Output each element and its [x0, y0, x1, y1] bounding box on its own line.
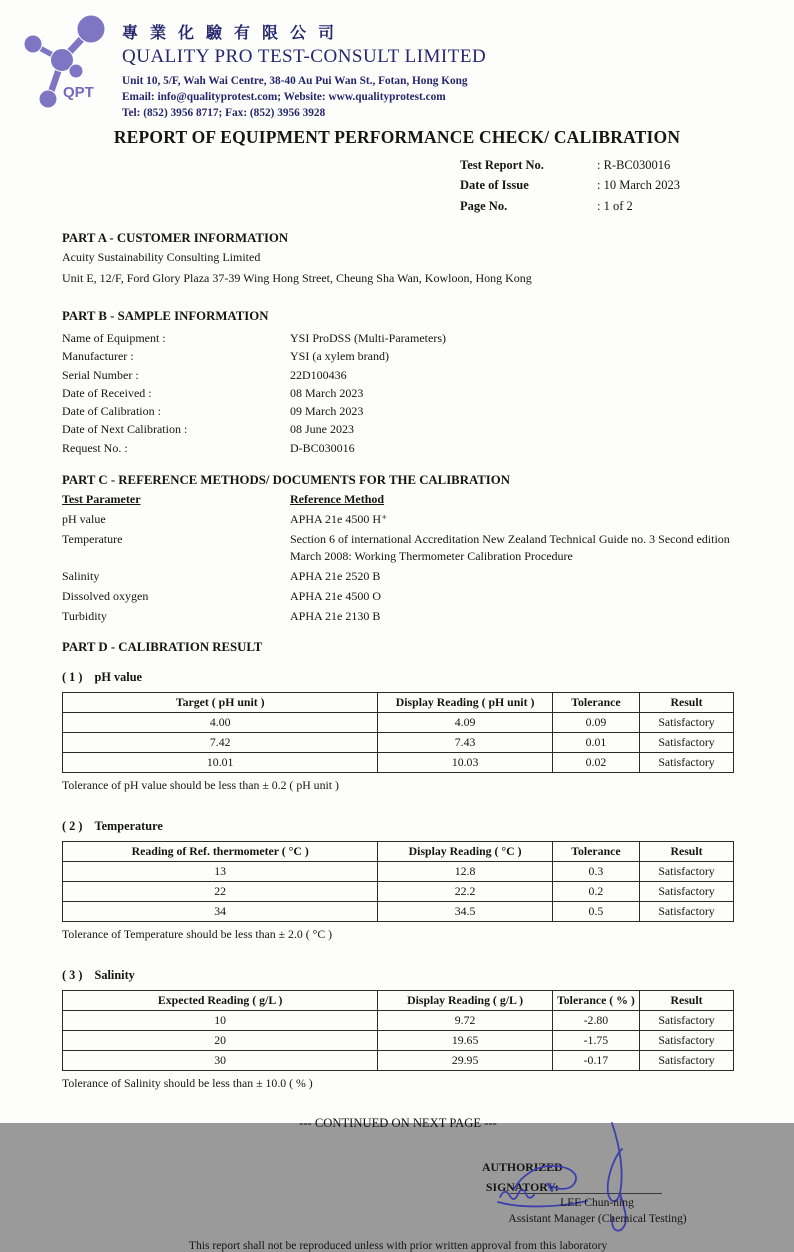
reference-row-turbidity — [62, 608, 734, 625]
table-header-row — [63, 991, 734, 1011]
reference-row-ph — [62, 511, 734, 528]
reference-header-row — [62, 491, 734, 508]
table-row — [63, 713, 734, 733]
field-label: Request No. : — [62, 440, 128, 455]
cell-target: 10.01 — [63, 753, 378, 773]
col-header-test-parameter: Test Parameter — [62, 491, 141, 506]
table-row — [63, 1011, 734, 1031]
reference-row-temperature — [62, 531, 734, 565]
col-header: Result — [640, 991, 734, 1011]
authorized-text: AUTHORIZED — [482, 1160, 563, 1175]
field-request-no — [62, 439, 734, 457]
field-label: Serial Number : — [62, 367, 139, 382]
table-row — [63, 882, 734, 902]
table-header-row — [63, 693, 734, 713]
cell-expected-reading: 10 — [63, 1011, 378, 1031]
cell-result: Satisfactory — [640, 1031, 734, 1051]
col-header-reference-method: Reference Method — [290, 491, 385, 506]
table-row — [63, 902, 734, 922]
cell-result: Satisfactory — [640, 862, 734, 882]
section-label-temperature — [62, 819, 734, 834]
field-date-next-calibration — [62, 420, 734, 438]
col-header: Tolerance ( % ) — [552, 991, 639, 1011]
cell-ref-reading: 34 — [63, 902, 378, 922]
field-label: Date of Next Calibration : — [62, 422, 188, 437]
col-header: Display Reading ( pH unit ) — [378, 693, 552, 713]
test-parameter: Temperature — [62, 531, 123, 546]
field-value: YSI ProDSS (Multi-Parameters) — [290, 331, 446, 346]
report-title: REPORT OF EQUIPMENT PERFORMANCE CHECK/ CALIBRATION — [113, 127, 681, 148]
section-number: ( 2 ) — [62, 819, 83, 834]
molecule-logo-icon — [12, 8, 112, 112]
cell-result: Satisfactory — [640, 1051, 734, 1071]
col-header: Expected Reading ( g/L ) — [63, 991, 378, 1011]
temperature-tolerance-note: Tolerance of Temperature should be less than ± 2.0 ( °C ) — [62, 927, 333, 942]
meta-row-report-no — [460, 155, 794, 175]
ph-tolerance-note: Tolerance of pH value should be less than ± 0.2 ( pH unit ) — [62, 778, 339, 793]
field-label: Name of Equipment : — [62, 331, 166, 346]
cell-display-reading: 34.5 — [378, 902, 552, 922]
col-header: Display Reading ( °C ) — [378, 842, 552, 862]
field-label: Manufacturer : — [62, 349, 134, 364]
customer-address: Unit E, 12/F, Ford Glory Plaza 37-39 Wing Hong Street, Cheung Sha Wan, Kowloon, Hong Kong — [62, 271, 532, 286]
field-label: Date of Calibration : — [62, 404, 161, 419]
cell-expected-reading: 20 — [63, 1031, 378, 1051]
reference-method: APHA 21e 4500 H⁺ — [290, 511, 388, 526]
cell-target: 4.00 — [63, 713, 378, 733]
part-b-heading: PART B - SAMPLE INFORMATION — [62, 309, 269, 324]
field-manufacturer — [62, 347, 734, 365]
cell-result: Satisfactory — [640, 882, 734, 902]
col-header: Reading of Ref. thermometer ( °C ) — [63, 842, 378, 862]
meta-value: : 10 March 2023 — [597, 178, 680, 193]
authorized-signatory-label — [482, 1157, 563, 1197]
col-header: Display Reading ( g/L ) — [378, 991, 552, 1011]
meta-label: Page No. — [460, 198, 508, 213]
cell-tolerance: 0.5 — [552, 902, 639, 922]
section-name: pH value — [94, 670, 142, 685]
reference-method: APHA 21e 4500 O — [290, 589, 382, 604]
cell-ref-reading: 22 — [63, 882, 378, 902]
part-d-heading: PART D - CALIBRATION RESULT — [62, 640, 263, 655]
company-name-chinese: 專業化驗有限公司 — [122, 25, 347, 42]
section-number: ( 3 ) — [62, 968, 83, 983]
test-parameter: Salinity — [62, 568, 100, 583]
cell-tolerance: 0.2 — [552, 882, 639, 902]
section-label-ph — [62, 670, 734, 685]
field-value: D-BC030016 — [290, 440, 355, 455]
table-row — [63, 733, 734, 753]
cell-tolerance: -0.17 — [552, 1051, 639, 1071]
reference-method: APHA 21e 2520 B — [290, 568, 381, 583]
cell-tolerance: 0.02 — [552, 753, 639, 773]
cell-tolerance: 0.01 — [552, 733, 639, 753]
test-parameter: Dissolved oxygen — [62, 589, 149, 604]
field-value: 08 June 2023 — [290, 422, 354, 437]
company-address: Unit 10, 5/F, Wah Wai Centre, 38-40 Au Pui Wan St., Fotan, Hong Kong — [122, 75, 468, 87]
section-number: ( 1 ) — [62, 670, 83, 685]
field-value: YSI (a xylem brand) — [290, 349, 389, 364]
reference-row-salinity — [62, 568, 734, 585]
reference-method: APHA 21e 2130 B — [290, 609, 381, 624]
part-c-heading: PART C - REFERENCE METHODS/ DOCUMENTS FOR THE CALIBRATION — [62, 472, 510, 487]
part-a-customer-information — [62, 231, 734, 288]
meta-label: Test Report No. — [460, 158, 544, 173]
logo-text: QPT — [63, 84, 94, 101]
col-header: Result — [640, 693, 734, 713]
meta-value: : 1 of 2 — [597, 198, 633, 213]
company-name: QUALITY PRO TEST-CONSULT LIMITED — [122, 46, 487, 67]
col-header: Tolerance — [552, 693, 639, 713]
table-row — [63, 862, 734, 882]
cell-tolerance: 0.09 — [552, 713, 639, 733]
letterhead — [0, 0, 794, 121]
part-c-reference-methods — [62, 473, 734, 625]
table-row — [63, 1031, 734, 1051]
test-parameter: pH value — [62, 511, 106, 526]
table-row — [63, 1051, 734, 1071]
col-header: Result — [640, 842, 734, 862]
part-b-sample-information — [62, 309, 734, 457]
section-name: Temperature — [94, 819, 163, 834]
meta-row-page-no — [460, 196, 794, 216]
report-disclaimer: This report shall not be reproduced unless with prior written approval from this laboratory — [188, 1239, 608, 1252]
cell-display-reading: 29.95 — [378, 1051, 552, 1071]
salinity-tolerance-note: Tolerance of Salinity should be less than ± 10.0 ( % ) — [62, 1076, 313, 1091]
meta-label: Date of Issue — [460, 178, 529, 193]
cell-display-reading: 12.8 — [378, 862, 552, 882]
temperature-calibration-table — [62, 841, 734, 922]
part-d-calibration-result — [62, 640, 734, 1091]
meta-value: : R-BC030016 — [597, 158, 671, 173]
cell-ref-reading: 13 — [63, 862, 378, 882]
col-header: Tolerance — [552, 842, 639, 862]
cell-display-reading: 4.09 — [378, 713, 552, 733]
signatory-name: LEE Chun-ning — [560, 1196, 634, 1210]
cell-result: Satisfactory — [640, 902, 734, 922]
cell-tolerance: 0.3 — [552, 862, 639, 882]
meta-row-date-of-issue — [460, 175, 794, 195]
test-parameter: Turbidity — [62, 609, 107, 624]
ph-calibration-table — [62, 692, 734, 773]
field-value: 08 March 2023 — [290, 385, 364, 400]
table-row — [63, 753, 734, 773]
company-contact: Email: info@qualityprotest.com; Website: www.qualityprotest.com — [122, 91, 446, 104]
section-label-salinity — [62, 968, 734, 983]
cell-display-reading: 10.03 — [378, 753, 552, 773]
report-body — [0, 231, 794, 1252]
field-value: 22D100436 — [290, 367, 347, 382]
cell-display-reading: 7.43 — [378, 733, 552, 753]
field-date-received — [62, 384, 734, 402]
field-value: 09 March 2023 — [290, 404, 364, 419]
cell-result: Satisfactory — [640, 713, 734, 733]
table-header-row — [63, 842, 734, 862]
company-logo — [12, 8, 112, 112]
cell-display-reading: 22.2 — [378, 882, 552, 902]
cell-result: Satisfactory — [640, 753, 734, 773]
section-name: Salinity — [94, 968, 135, 983]
field-serial-number — [62, 366, 734, 384]
cell-display-reading: 9.72 — [378, 1011, 552, 1031]
cell-expected-reading: 30 — [63, 1051, 378, 1071]
continued-on-next-page: --- CONTINUED ON NEXT PAGE --- — [299, 1116, 497, 1131]
customer-name: Acuity Sustainability Consulting Limited — [62, 249, 261, 264]
part-a-heading: PART A - CUSTOMER INFORMATION — [62, 230, 289, 245]
signature-line — [510, 1193, 662, 1194]
col-header: Target ( pH unit ) — [63, 693, 378, 713]
field-equipment-name — [62, 329, 734, 347]
salinity-calibration-table — [62, 990, 734, 1071]
reference-method: Section 6 of international Accreditation New Zealand Technical Guide no. 3 Second edition March 2008: Working Thermometer Calibration Procedure — [290, 531, 730, 563]
field-date-calibration — [62, 402, 734, 420]
company-phone: Tel: (852) 3956 8717; Fax: (852) 3956 3928 — [122, 107, 326, 120]
cell-display-reading: 19.65 — [378, 1031, 552, 1051]
signatory-text: SIGNATORY: — [485, 1180, 559, 1195]
cell-tolerance: -2.80 — [552, 1011, 639, 1031]
cell-target: 7.42 — [63, 733, 378, 753]
signatory-title: Assistant Manager (Chemical Testing) — [508, 1212, 687, 1226]
signature-area — [62, 1135, 734, 1233]
report-meta — [460, 155, 794, 216]
field-label: Date of Received : — [62, 385, 152, 400]
cell-result: Satisfactory — [640, 733, 734, 753]
cell-tolerance: -1.75 — [552, 1031, 639, 1051]
cell-result: Satisfactory — [640, 1011, 734, 1031]
company-info — [122, 8, 486, 121]
reference-row-dissolved-oxygen — [62, 588, 734, 605]
